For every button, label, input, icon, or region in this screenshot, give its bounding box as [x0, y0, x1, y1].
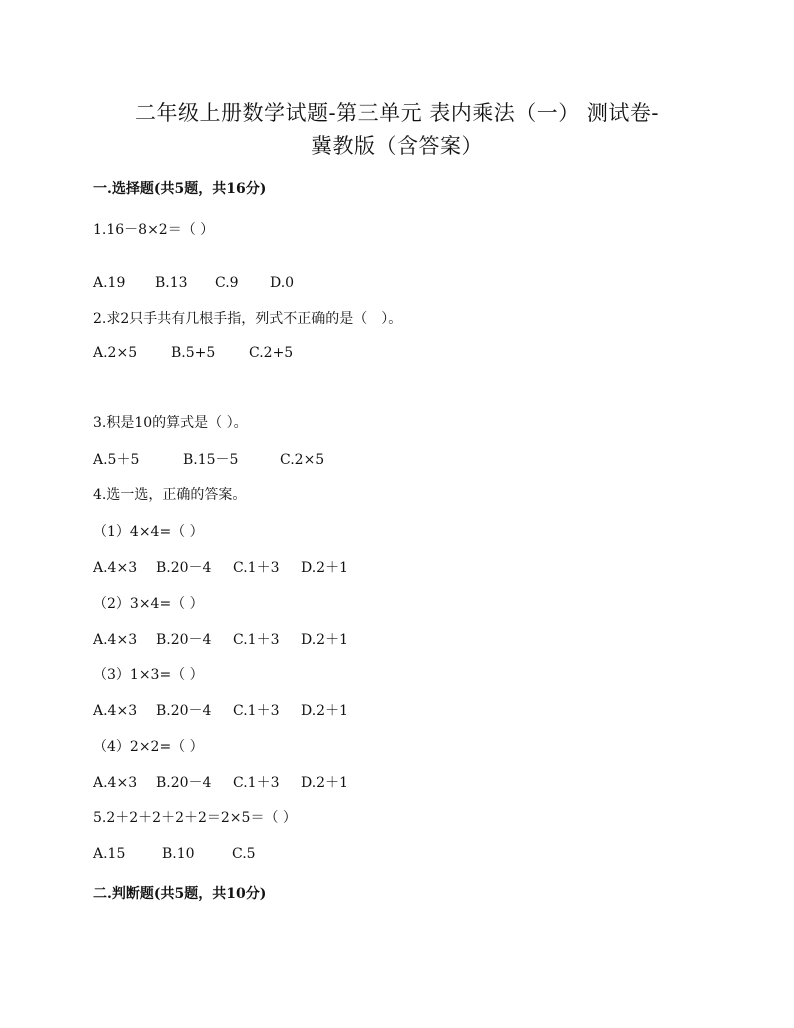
question-4-1-stem: （1）4×4=（ ） [93, 524, 204, 540]
question-5-stem: 5.2＋2＋2＋2＋2＝2×5＝（ ） [93, 810, 297, 826]
q4-4-option-a: A.4×3 [93, 775, 138, 791]
q4-2-option-a: A.4×3 [93, 632, 138, 648]
q4-3-option-b: B.20－4 [156, 703, 212, 719]
q3-option-c: C.2×5 [280, 452, 325, 468]
q4-2-option-d: D.2＋1 [301, 632, 348, 648]
q5-option-b: B.10 [162, 846, 195, 862]
question-4-1-options [93, 559, 348, 577]
q5-option-a: A.15 [93, 846, 126, 862]
title-line-1: 二年级上册数学试题-第三单元 表内乘法（一） 测试卷- [134, 101, 660, 125]
question-4-3-options [93, 702, 348, 720]
q5-option-c: C.5 [232, 846, 256, 862]
q4-3-option-a: A.4×3 [93, 703, 138, 719]
q4-4-option-d: D.2＋1 [301, 775, 348, 791]
q4-3-option-c: C.1＋3 [233, 703, 280, 719]
q4-2-option-c: C.1＋3 [233, 632, 280, 648]
question-3-options [93, 451, 324, 469]
question-4-stem: 4.选一选，正确的答案。 [93, 487, 247, 503]
question-4-4-stem: （4）2×2=（ ） [93, 739, 204, 755]
question-3-stem: 3.积是10的算式是（ ）。 [93, 415, 248, 431]
q4-2-option-b: B.20－4 [156, 632, 212, 648]
title-line-2: 冀教版（含答案） [311, 134, 483, 158]
question-2-stem: 2.求2只手共有几根手指，列式不正确的是（ ）。 [93, 311, 403, 327]
q1-option-b: B.13 [155, 275, 188, 291]
q2-option-c: C.2+5 [249, 345, 294, 361]
q3-option-a: A.5＋5 [93, 452, 140, 468]
q4-1-option-a: A.4×3 [93, 560, 138, 576]
question-1-stem: 1.16－8×2＝（ ） [93, 222, 215, 238]
q2-option-a: A.2×5 [93, 345, 138, 361]
q3-option-b: B.15－5 [183, 452, 239, 468]
q4-4-option-c: C.1＋3 [233, 775, 280, 791]
q4-3-option-d: D.2＋1 [301, 703, 348, 719]
q4-1-option-b: B.20－4 [156, 560, 212, 576]
q2-option-b: B.5+5 [171, 345, 216, 361]
q1-option-d: D.0 [270, 275, 295, 291]
q1-option-a: A.19 [93, 275, 126, 291]
q1-option-c: C.9 [215, 275, 239, 291]
q4-1-option-c: C.1＋3 [233, 560, 280, 576]
question-4-2-stem: （2）3×4=（ ） [93, 596, 204, 612]
q4-4-option-b: B.20－4 [156, 775, 212, 791]
section-1-heading: 一.选择题(共5题，共16分) [93, 181, 267, 197]
question-4-3-stem: （3）1×3=（ ） [93, 667, 204, 683]
q4-1-option-d: D.2＋1 [301, 560, 348, 576]
question-4-2-options [93, 631, 348, 649]
section-2-heading: 二.判断题(共5题，共10分) [93, 886, 267, 902]
question-1-options [93, 274, 294, 292]
question-4-4-options [93, 774, 348, 792]
question-5-options [93, 845, 256, 863]
question-2-options [93, 344, 293, 362]
